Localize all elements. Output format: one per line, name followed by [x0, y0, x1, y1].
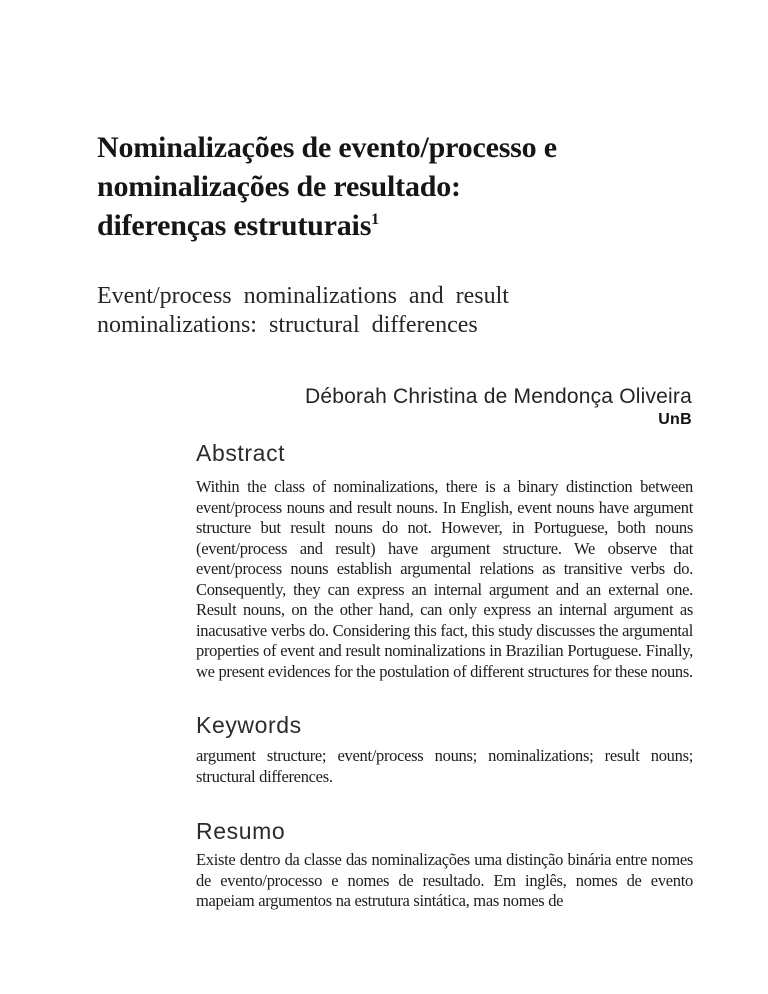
article-title-english — [97, 282, 617, 340]
title-footnote-marker: 1 — [371, 211, 379, 228]
author-name: Déborah Christina de Mendonça Oliveira — [305, 385, 692, 408]
keywords-paragraph: argument structure; event/process nouns; nominalizations; result nouns; structural differences. — [196, 746, 693, 786]
subtitle-line-2: nominalizations: structural differences — [97, 312, 478, 338]
title-line-3: diferenças estruturais — [97, 209, 372, 242]
keywords-heading: Keywords — [196, 712, 302, 738]
resumo-heading: Resumo — [196, 818, 286, 844]
author-block — [305, 385, 692, 429]
article-title-portuguese — [97, 128, 697, 245]
abstract-paragraph: Within the class of nominalizations, there is a binary distinction between event/process nouns and result nouns. In English, event nouns have argument structure but result nouns do not. However, in Portuguese, both nouns (event/process and result) have argument structure. We observe that event/process nouns establish argumental relations as transitive verbs do. Consequently, they can express an internal argument and an external one. Result nouns, on the other hand, can only express an internal argument as inacusative verbs do. Considering this fact, this study discusses the argumental properties of event and result nominalizations in Brazilian Portuguese. Finally, we present evidences for the postulation of different structures for these nouns. — [196, 477, 693, 681]
resumo-paragraph: Existe dentro da classe das nominalizações uma distinção binária entre nomes de evento/processo e nomes de resultado. Em inglês, nomes de evento mapeiam argumentos na estrutura sintática, mas nomes de — [196, 850, 693, 910]
title-line-1: Nominalizações de evento/processo e — [97, 131, 557, 164]
title-line-2: nominalizações de resultado: — [97, 170, 461, 203]
author-affiliation: UnB — [658, 411, 692, 428]
abstract-heading: Abstract — [196, 440, 286, 466]
subtitle-line-1: Event/process nominalizations and result — [97, 283, 509, 309]
